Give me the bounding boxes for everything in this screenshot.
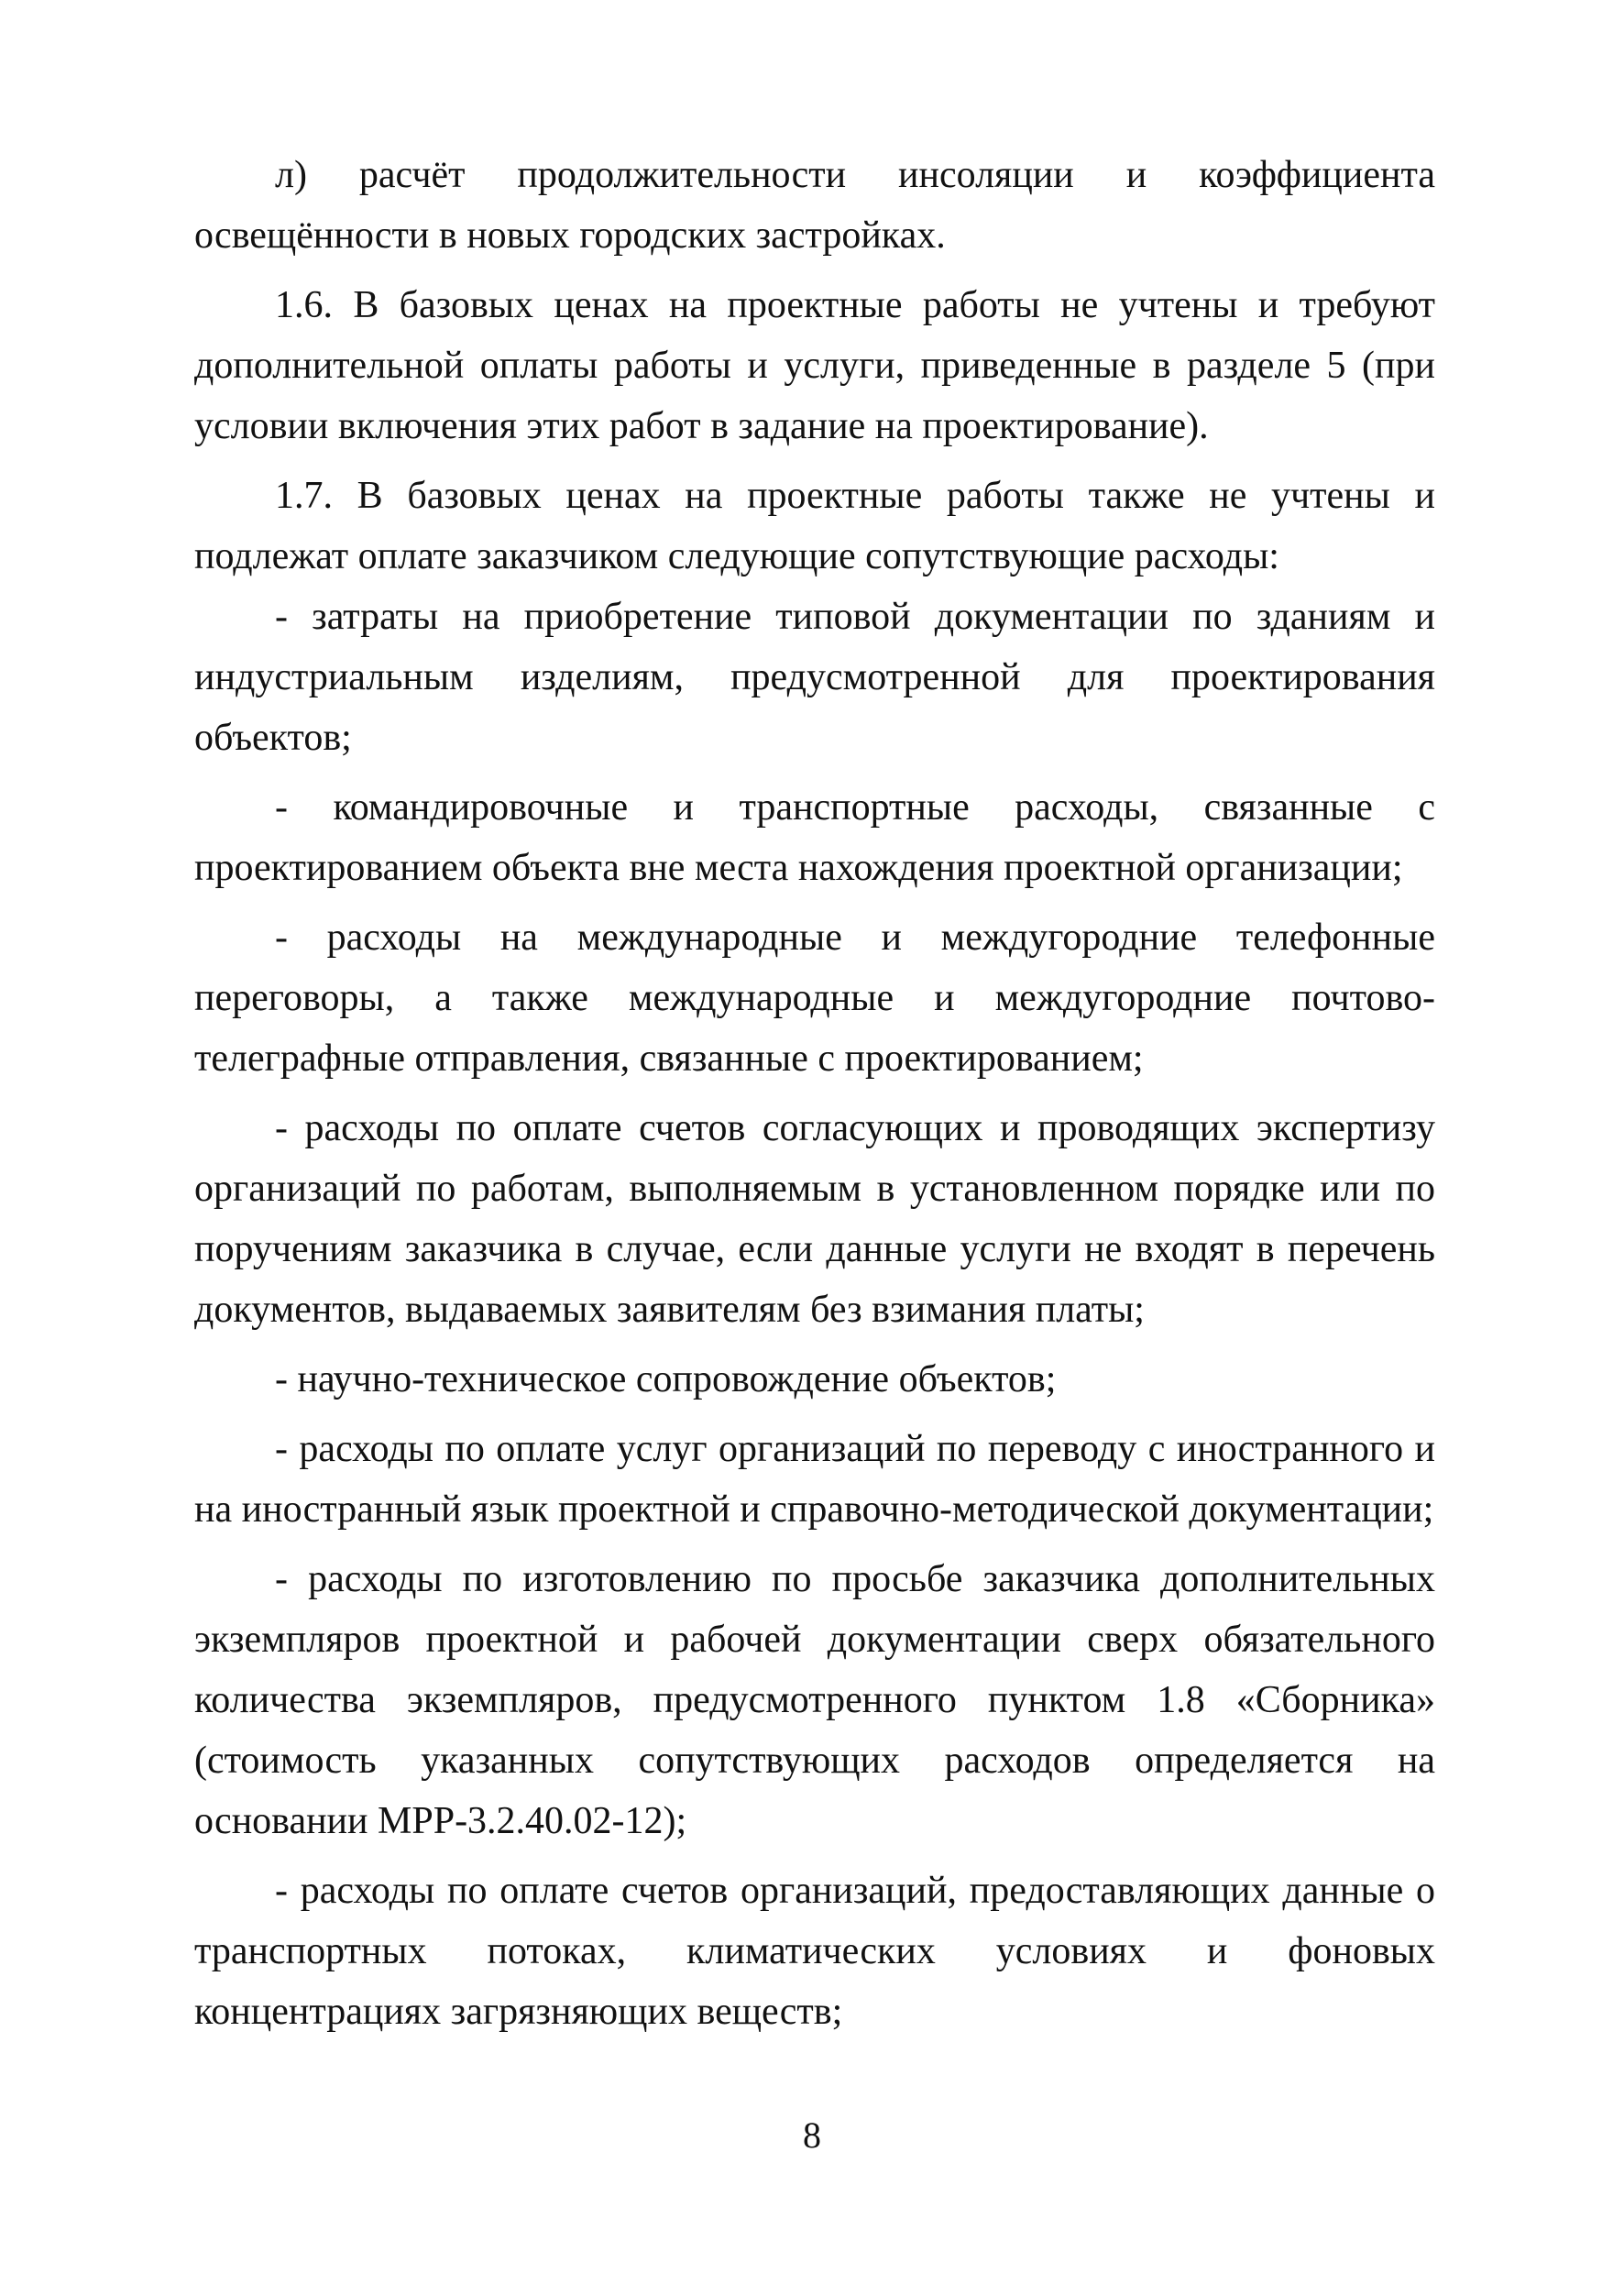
list-item-translation: - расходы по оплате услуг организаций по переводу с иностранного и на иностранный язык проектной и справочно-методической документации; [194,1428,1435,1531]
list-item-typical-docs: - затраты на приобретение типовой документации по зданиям и индустриальным изделиям, предусмотренной для проектирования объектов; [194,596,1435,759]
paragraph-1-6: 1.6. В базовых ценах на проектные работы не учтены и требуют дополнительной оплаты работы и услуги, приведенные в разделе 5 (при условии включения этих работ в задание на проектирование). [194,284,1435,447]
list-item-phone-postal: - расходы на международные и междугородние телефонные переговоры, а также международные и междугородние почтово-телеграфные отправления, связанные с проектированием; [194,917,1435,1080]
paragraph-insolation-calc: л) расчёт продолжительности инсоляции и коэффициента освещённости в новых городских застройках. [194,154,1435,257]
list-item-transport-climate-data: - расходы по оплате счетов организаций, предоставляющих данные о транспортных потоках, климатических условиях и фоновых концентрациях загрязняющих веществ; [194,1870,1435,2033]
list-item-extra-copies: - расходы по изготовлению по просьбе заказчика дополнительных экземпляров проектной и рабочей документации сверх обязательного количества экземпляров, предусмотренного пунктом 1.8 «Сборника» (стоимость указанных сопутствующих расходов определяется на основании МРР-3.2.40.02-12); [194,1558,1435,1842]
list-item-scientific-support: - научно-техническое сопровождение объектов; [275,1358,1057,1400]
paragraph-1-7: 1.7. В базовых ценах на проектные работы также не учтены и подлежат оплате заказчиком следующие сопутствующие расходы: [194,475,1435,577]
list-item-travel-expenses: - командировочные и транспортные расходы, связанные с проектированием объекта вне места нахождения проектной организации; [194,786,1435,889]
page-number: 8 [803,2114,821,2156]
list-item-expertise-fees: - расходы по оплате счетов согласующих и проводящих экспертизу организаций по работам, выполняемым в установленном порядке или по поручениям заказчика в случае, если данные услуги не входят в перечень документов, выдаваемых заявителям без взимания платы; [194,1107,1435,1331]
document-body [194,145,1435,2051]
